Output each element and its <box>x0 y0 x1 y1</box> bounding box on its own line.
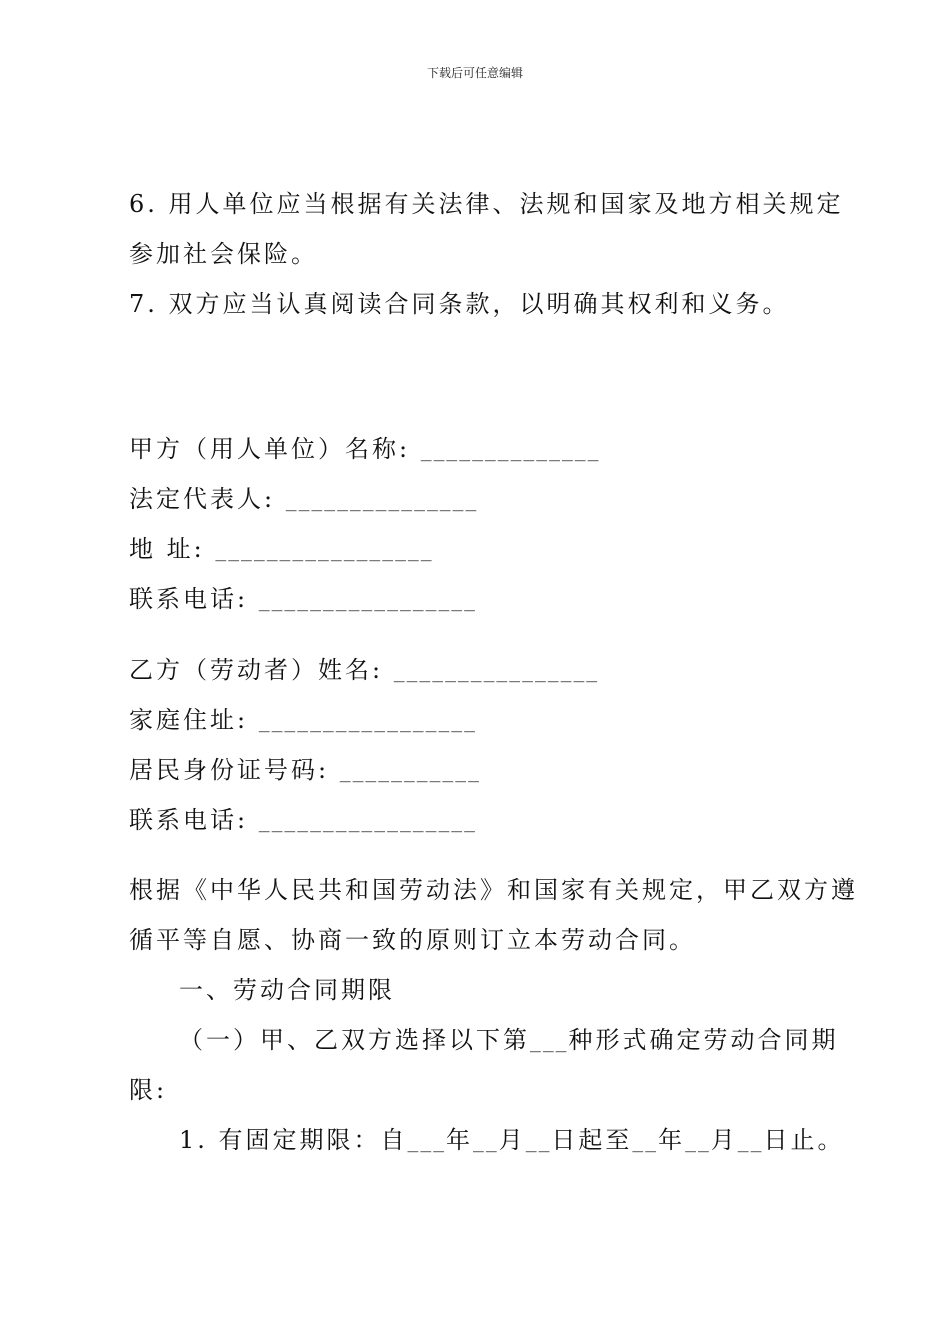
party-b-phone-label: 联系电话: <box>129 806 249 834</box>
section-1-title: 一、劳动合同期限 <box>179 976 395 1004</box>
party-b-home-row <box>129 708 477 732</box>
clause-1-line-2: 限: <box>129 1076 168 1104</box>
party-a-rep-row <box>129 487 478 511</box>
party-b-phone-blank[interactable]: _________________ <box>258 812 477 833</box>
party-a-addr-blank[interactable]: _________________ <box>215 541 434 562</box>
preamble-line-2: 循平等自愿、协商一致的原则订立本劳动合同。 <box>129 926 696 954</box>
party-a-phone-row <box>129 587 477 611</box>
page-header: 下载后可任意编辑 <box>426 66 523 80</box>
item-7: 7. 双方应当认真阅读合同条款，以明确其权利和义务。 <box>129 290 790 318</box>
item-6-line-2: 参加社会保险。 <box>129 240 318 268</box>
term-1-p5: 年 <box>658 1126 686 1154</box>
party-b-home-blank[interactable]: _________________ <box>258 712 477 733</box>
party-a-name-blank[interactable]: ______________ <box>420 441 601 462</box>
party-a-phone-blank[interactable]: _________________ <box>258 591 477 612</box>
clause-1-pre: （一）甲、乙双方选择以下第 <box>179 1026 530 1054</box>
term-1-end-month-blank[interactable]: __ <box>685 1132 711 1153</box>
term-1-p3: 月 <box>498 1126 526 1154</box>
party-a-rep-label: 法定代表人: <box>129 485 276 513</box>
term-1-p1: 1. 有固定期限：自 <box>179 1126 408 1154</box>
preamble-line-1: 根据《中华人民共和国劳动法》和国家有关规定，甲乙双方遵 <box>129 876 858 904</box>
term-1-start-year-blank[interactable]: ___ <box>407 1132 447 1153</box>
party-a-name-row <box>129 437 600 461</box>
party-a-addr-label: 地 址: <box>129 535 205 563</box>
term-1-line <box>179 1128 844 1152</box>
clause-1-blank[interactable]: ___ <box>530 1032 569 1053</box>
item-6-line-1: 6. 用人单位应当根据有关法律、法规和国家及地方相关规定 <box>129 190 844 218</box>
term-1-start-month-blank[interactable]: __ <box>473 1132 499 1153</box>
term-1-p6: 月 <box>710 1126 738 1154</box>
party-a-addr-row <box>129 537 434 561</box>
party-b-home-label: 家庭住址: <box>129 706 249 734</box>
party-b-name-blank[interactable]: ________________ <box>393 662 600 683</box>
party-a-phone-label: 联系电话: <box>129 585 249 613</box>
term-1-p4: 日起至 <box>551 1126 633 1154</box>
term-1-end-year-blank[interactable]: __ <box>632 1132 659 1153</box>
clause-1-post: 种形式确定劳动合同期 <box>568 1026 839 1054</box>
party-a-name-label: 甲方（用人单位）名称: <box>129 435 411 463</box>
party-b-phone-row <box>129 808 477 832</box>
party-b-name-row <box>129 658 599 682</box>
party-a-rep-blank[interactable]: _______________ <box>285 491 479 512</box>
party-b-id-row <box>129 758 481 782</box>
party-b-id-blank[interactable]: ___________ <box>339 762 481 783</box>
term-1-end-day-blank[interactable]: __ <box>737 1132 764 1153</box>
term-1-p7: 日止。 <box>763 1126 845 1154</box>
term-1-start-day-blank[interactable]: __ <box>525 1132 552 1153</box>
party-b-name-label: 乙方（劳动者）姓名: <box>129 656 384 684</box>
term-1-p2: 年 <box>446 1126 474 1154</box>
party-b-id-label: 居民身份证号码: <box>129 756 330 784</box>
clause-1-line-1 <box>179 1028 839 1052</box>
